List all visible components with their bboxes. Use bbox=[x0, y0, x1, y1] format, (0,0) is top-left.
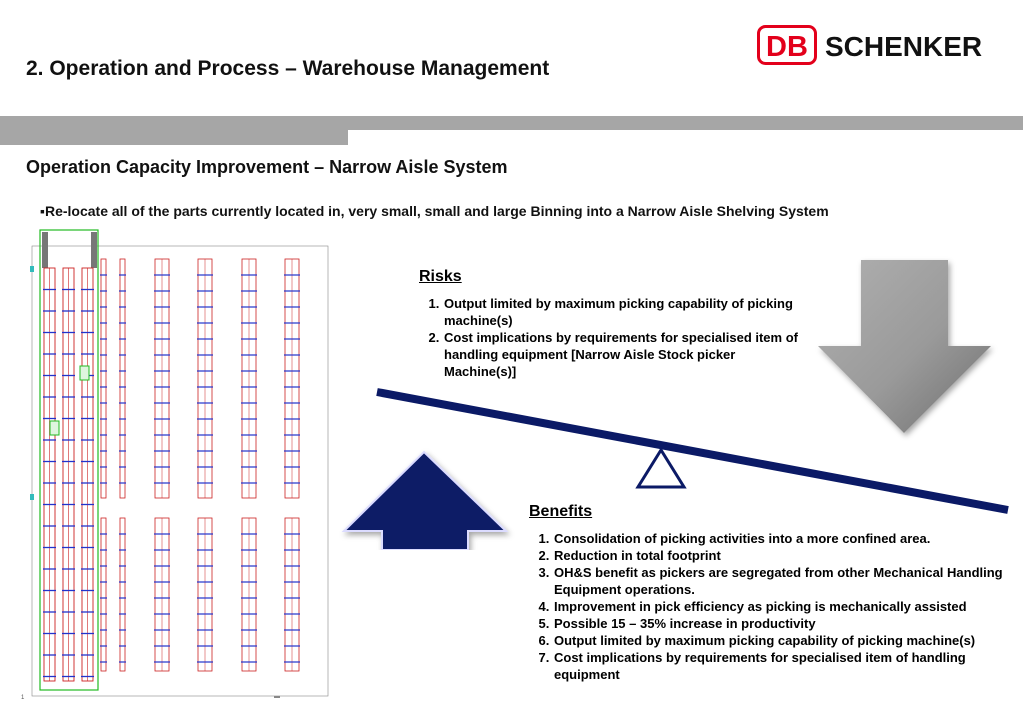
benefit-item: 1. Consolidation of picking activities into a more confined area. bbox=[553, 530, 1019, 547]
dock-block bbox=[42, 232, 48, 268]
benefit-item: 4. Improvement in pick efficiency as picking is mechanically assisted bbox=[553, 598, 1019, 615]
db-schenker-logo bbox=[757, 25, 1002, 67]
schenker-logo-text: SCHENKER bbox=[825, 31, 983, 62]
narrow-aisle-floor-plan bbox=[30, 226, 330, 698]
door-marker bbox=[30, 494, 34, 500]
plan-outline bbox=[32, 246, 328, 696]
plan-scale-mark bbox=[274, 696, 280, 698]
picking-zone-outline bbox=[40, 230, 98, 690]
relocation-bullet: ▪Re-locate all of the parts currently located in, very small, small and large Binning into a Narrow Aisle Shelving System bbox=[40, 203, 829, 219]
picker-machine-icon bbox=[80, 366, 89, 380]
risks-panel bbox=[419, 268, 799, 380]
section-subtitle: Operation Capacity Improvement – Narrow Aisle System bbox=[26, 157, 508, 177]
narrow-aisle-shelf bbox=[120, 259, 125, 498]
risks-list bbox=[419, 295, 799, 380]
narrow-aisle-shelf bbox=[101, 259, 106, 498]
header-divider-tab bbox=[0, 130, 348, 145]
benefits-heading: Benefits bbox=[529, 503, 593, 520]
page-marker: 1 bbox=[21, 695, 25, 701]
slide-title: 2. Operation and Process – Warehouse Management bbox=[26, 57, 550, 80]
benefit-item: 6. Output limited by maximum picking capability of picking machine(s) bbox=[553, 632, 1019, 649]
dock-block bbox=[91, 232, 97, 268]
up-arrow-icon bbox=[344, 452, 506, 550]
narrow-aisle-shelf bbox=[120, 518, 125, 671]
benefit-item: 3. OH&S benefit as pickers are segregated from other Mechanical Handling Equipment operations. bbox=[553, 564, 1019, 598]
narrow-aisle-shelf bbox=[101, 518, 106, 671]
header-divider-bar bbox=[0, 116, 1023, 130]
db-logo-mark: DB bbox=[766, 31, 808, 63]
fulcrum-triangle-icon bbox=[638, 450, 684, 487]
down-arrow-icon bbox=[818, 260, 991, 433]
benefit-item: 7. Cost implications by requirements for specialised item of handling equipment bbox=[553, 649, 1019, 683]
risks-heading: Risks bbox=[419, 268, 462, 285]
picker-machine-icon bbox=[50, 421, 59, 435]
benefit-item: 2. Reduction in total footprint bbox=[553, 547, 1019, 564]
risk-item: 1. Output limited by maximum picking capability of picking machine(s) bbox=[443, 295, 799, 329]
benefits-panel bbox=[529, 503, 1019, 683]
risk-item: 2. Cost implications by requirements for specialised item of handling equipment [Narrow Aisle Stock picker Machine(s)] bbox=[443, 329, 799, 380]
benefit-item: 5. Possible 15 – 35% increase in productivity bbox=[553, 615, 1019, 632]
door-marker bbox=[30, 266, 34, 272]
benefits-list bbox=[529, 530, 1019, 683]
